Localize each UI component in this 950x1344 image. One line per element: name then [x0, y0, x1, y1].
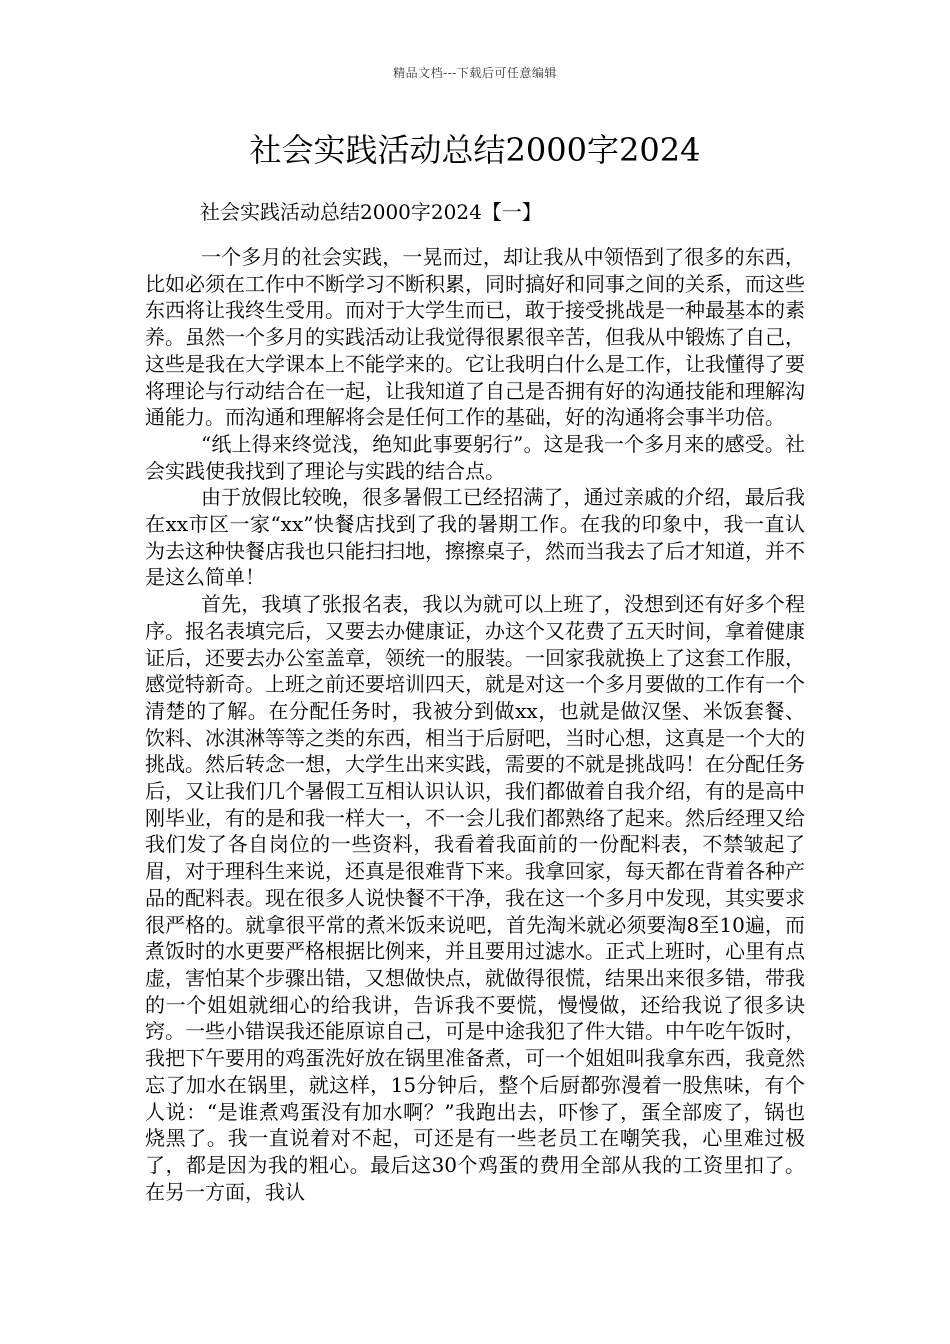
paragraph-2: “纸上得来终觉浅，绝知此事要躬行”。这是我一个多月来的感受。社会实践使我找到了理论与实践的结合点。	[145, 431, 805, 483]
header-watermark: 精品文档---下载后可任意编辑	[393, 66, 557, 80]
paragraph-4: 首先，我填了张报名表，我以为就可以上班了，没想到还有好多个程序。报名表填完后，又要去办健康证，办这个又花费了五天时间，拿着健康证后，还要去办公室盖章，领统一的服装。一回家我就换上了这套工作服，感觉特新奇。上班之前还要培训四天，就是对这一个多月要做的工作有一个清楚的了解。在分配任务时，我被分到做xx，也就是做汉堡、米饭套餐、饮料、冰淇淋等等之类的东西，相当于后厨吧，当时心想，这真是一个大的挑战。然后转念一想，大学生出来实践，需要的不就是挑战吗！在分配任务后，又让我们几个暑假工互相认识认识，我们都做着自我介绍，有的是高中刚毕业，有的是和我一样大一，不一会儿我们都熟络了起来。然后经理又给我们发了各自岗位的一些资料，我看着我面前的一份配料表，不禁皱起了眉，对于理科生来说，还真是很难背下来。我拿回家，每天都在背着各种产品的配料表。现在很多人说快餐不干净，我在这一个多月中发现，其实要求很严格的。就拿很平常的煮米饭来说吧，首先淘米就必须要淘8至10遍，而煮饭时的水更要严格根据比例来，并且要用过滤水。正式上班时，心里有点虚，害怕某个步骤出错，又想做快点，就做得很慌，结果出来很多错，带我的一个姐姐就细心的给我讲，告诉我不要慌，慢慢做，还给我说了很多诀窍。一些小错误我还能原谅自己，可是中途我犯了件大错。中午吃午饭时，我把下午要用的鸡蛋洗好放在锅里准备煮，可一个姐姐叫我拿东西，我竟然忘了加水在锅里，就这样，15分钟后，整个后厨都弥漫着一股焦味，有个人说：“是谁煮鸡蛋没有加水啊？”我跑出去，吓惨了，蛋全部废了，锅也烧黑了。我一直说着对不起，可还是有一些老员工在嘲笑我，心里难过极了，都是因为我的粗心。最后这30个鸡蛋的费用全部从我的工资里扣了。在另一方面，我认	[145, 592, 805, 1204]
document-title: 社会实践活动总结2000字2024	[249, 131, 701, 169]
paragraph-1: 一个多月的社会实践，一晃而过，却让我从中领悟到了很多的东西，比如必须在工作中不断学习不断积累，同时搞好和同事之间的关系，而这些东西将让我终生受用。而对于大学生而已，敢于接受挑战是一种最基本的素养。虽然一个多月的实践活动让我觉得很累很辛苦，但我从中锻炼了自己，这些是我在大学课本上不能学来的。它让我明白什么是工作，让我懂得了要将理论与行动结合在一起，让我知道了自己是否拥有好的沟通技能和理解沟通能力。而沟通和理解将会是任何工作的基础，好的沟通将会事半功倍。	[145, 245, 805, 430]
paragraph-3: 由于放假比较晚，很多暑假工已经招满了，通过亲戚的介绍，最后我在xx市区一家“xx”快餐店找到了我的暑期工作。在我的印象中，我一直认为去这种快餐店我也只能扫扫地，擦擦桌子，然而当我去了后才知道，并不是这么简单！	[145, 485, 805, 590]
document-body	[145, 244, 805, 1205]
section-subtitle: 社会实践活动总结2000字2024【一】	[200, 200, 542, 224]
